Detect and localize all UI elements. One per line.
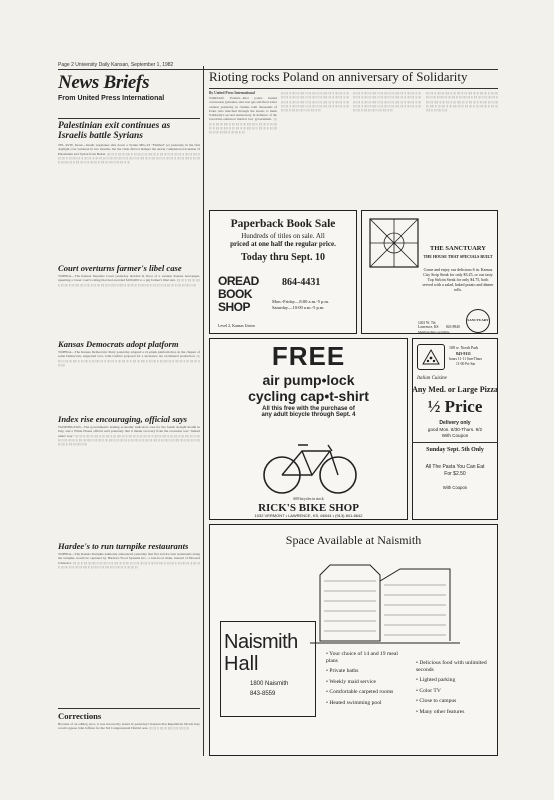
column-divider bbox=[203, 66, 204, 756]
sanctuary-name: THE SANCTUARY bbox=[430, 245, 486, 252]
naismith-logo-word-1: Naismith bbox=[224, 631, 298, 653]
feature-item: • Delicious food with unlimited seconds bbox=[416, 660, 487, 673]
story-body-index: WASHINGTON—The government's leading economic indicators rose for the fourth straight month in July, and a White House official said yesterday that it meant recovery from the recession was "indeed under way." ||||| |||| ||| ||||| |||| |||||| ||| |||| ||||| ||| |||| |||||| |||| ||| ||||| |||| ||| |||| ||||| |||| ||| ||||| |||| |||||| ||| |||| ||||| ||| |||| |||||| |||| ||| ||||| |||| ||| |||| ||||| |||| ||| ||||| |||| |||||| ||| |||| ||||| ||| |||| |||||| |||| ||| ||||| |||| ||| |||| ||||| |||| ||| ||||| |||| |||||| ||| |||| ||||| ||| |||| |||||| |||| ||| ||||| |||| ||| |||| ||||| |||| ||| ||||| |||| |||||| ||| |||| bbox=[58, 425, 200, 447]
naismith-title: Space Available at Naismith bbox=[285, 533, 422, 547]
pizza-deal-line-1: Any Med. or Large Pizza bbox=[412, 385, 498, 394]
story-body-democrats: TOPEKA—The Kansas Democratic Party yesterday adopted a 21-plank platform that, in the chapter of some Democrats, supported Gov. John Carlin's proposal for a severance tax on mineral production. ||||| |||| ||| ||||| |||| |||||| ||| |||| ||||| ||| |||| |||||| |||| ||| ||||| |||| ||| |||| ||||| |||| ||| ||||| |||| |||||| ||| |||| ||||| ||| |||| |||||| |||| ||| ||||| |||| ||| |||| ||||| |||| ||| ||||| |||| bbox=[58, 350, 200, 367]
pizza-sunday-special: Sunday Sept. 5th Only bbox=[426, 447, 484, 453]
story-headline-palestinian: Palestinian exit continues as Israelis battle Syrians bbox=[58, 121, 171, 141]
bike-stock-note: 600 bicycles in stock bbox=[293, 497, 324, 501]
pizza-pasta-line-1: All The Pasta You Can Eat bbox=[425, 464, 485, 470]
ad-ricks-bike-shop bbox=[209, 338, 408, 520]
logo-word-1: OREAD bbox=[218, 274, 259, 288]
feature-item: • Color TV bbox=[416, 687, 441, 694]
paperback-line-1: Hundreds of titles on sale. All bbox=[241, 232, 325, 240]
rioting-byline: By United Press International bbox=[209, 91, 255, 95]
pizza-hours-1: hours 11-11 Sun-Thurs bbox=[449, 357, 483, 361]
rioting-col-4: ||||| |||| ||| ||||| |||| |||||| ||| |||| ||||| ||| |||| |||||| |||| ||| ||||| |||| ||| |||| ||||| |||| ||| ||||| |||| |||||| ||| |||| ||||| ||| |||| |||||| |||| ||| ||||| |||| ||| |||| ||||| |||| ||| ||||| |||| |||||| ||| |||| ||||| ||| |||| |||||| |||| ||| ||||| |||| ||| |||| ||||| |||| ||| ||||| |||| |||||| ||| |||| ||||| ||| |||| |||||| |||| ||| ||||| |||| ||| |||| ||||| |||| ||| ||||| |||| |||||| ||| |||| ||||| ||| |||| bbox=[426, 91, 498, 113]
story-body-hardees: TOPEKA—The Kansas Turnpike Authority announced yesterday that five service area restaurants along the turnpike would be operated by Hardee's Food Systems Inc., a fast-food chain, instead of Howard Johnson's. ||||| |||| ||| ||||| |||| |||||| ||| |||| ||||| ||| |||| |||||| |||| ||| ||||| |||| ||| |||| ||||| |||| ||| ||||| |||| |||||| ||| |||| ||||| ||| |||| |||||| |||| ||| ||||| |||| ||| |||| ||||| |||| ||| ||||| |||| |||||| ||| |||| ||||| ||| |||| |||||| |||| ||| ||||| |||| ||| |||| ||||| |||| bbox=[58, 552, 200, 569]
rioting-rule bbox=[209, 88, 498, 89]
bike-condition-1: All this free with the purchase of bbox=[262, 406, 355, 412]
news-briefs-header bbox=[58, 72, 193, 118]
sanctuary-address: 1401 W. 7th bbox=[418, 321, 436, 325]
feature-item: • Close to campus bbox=[416, 698, 457, 704]
feature-item: • Comfortable carpeted rooms bbox=[326, 689, 394, 695]
feature-item: • Heated swimming pool bbox=[326, 699, 382, 706]
naismith-phone: 843-8559 bbox=[250, 691, 276, 697]
paperback-location: Level 2, Kansas Union bbox=[218, 323, 255, 328]
pizza-ad-divider bbox=[412, 442, 498, 443]
ad-sanctuary bbox=[361, 210, 498, 334]
story-body-corrections: Because of an editing error, it was incorrectly stated in yesterday's Kansan that Republican Morris Kay would oppose John Jeffries for the 3rd Congressional District seat. ||||| |||| ||| ||||| |||| |||||| ||| |||| ||||| ||| |||| bbox=[58, 722, 200, 731]
news-briefs-title: News Briefs bbox=[58, 72, 150, 93]
pizza-deal-line-2: ½ Price bbox=[427, 397, 483, 416]
pizza-coupon-note-2: With Coupon bbox=[442, 485, 468, 490]
naismith-address: 1800 Naismith bbox=[250, 681, 289, 687]
naismith-features-right bbox=[416, 660, 494, 719]
pizza-icon bbox=[421, 348, 441, 366]
story-headline-democrats: Kansas Democrats adopt platform bbox=[58, 339, 179, 349]
story-headline-libel: Court overturns farmer's libel case bbox=[58, 263, 182, 273]
sanctuary-body: Come and enjoy our delicious 6 in. Kansas City Strip Steak for only $3.25, or our tasty Top Sirloin Steak for only $4.75, both served with a salad, baked potato and dinner rolls. bbox=[422, 267, 494, 292]
briefs-rule bbox=[58, 118, 200, 119]
feature-item: • Many other features bbox=[416, 708, 465, 715]
sanctuary-logo-text: SANCTUARY bbox=[467, 318, 489, 322]
bike-shop-address: 1032 VERMONT • LAWRENCE, KS. 66044 • (913) 841-6642 bbox=[254, 513, 363, 518]
bike-offer-line-1: air pump•lock bbox=[262, 372, 355, 388]
feature-item: • Your choice of 14 and 19 meal plans bbox=[326, 651, 398, 664]
rioting-headline: Rioting rocks Poland on anniversary of Solidarity bbox=[209, 69, 468, 84]
sanctuary-membership-note: Memberships available bbox=[418, 329, 450, 334]
paperback-hours-weekday: Mon.-Friday—8:00 a.m.-5 p.m. bbox=[272, 299, 330, 304]
pizza-hours-2: 11-00 Fri-Sat bbox=[456, 362, 476, 366]
naismith-features-left bbox=[326, 651, 410, 710]
news-briefs-subtitle: From United Press International bbox=[58, 95, 165, 102]
rioting-col-2: ||||| |||| ||| ||||| |||| |||||| ||| |||| ||||| ||| |||| |||||| |||| ||| ||||| |||| ||| |||| ||||| |||| ||| ||||| |||| |||||| ||| |||| ||||| ||| |||| |||||| |||| ||| ||||| |||| ||| |||| ||||| |||| ||| ||||| |||| |||||| ||| |||| ||||| ||| |||| |||||| |||| ||| ||||| |||| ||| |||| ||||| |||| ||| ||||| |||| |||||| ||| |||| ||||| ||| |||| |||||| |||| ||| ||||| |||| ||| |||| ||||| |||| ||| ||||| |||| |||||| ||| |||| ||||| ||| |||| bbox=[281, 91, 349, 113]
paperback-line-2: priced at one half the regular price. bbox=[230, 240, 336, 248]
bike-shop-name: RICK'S BIKE SHOP bbox=[258, 502, 359, 514]
story-body-palestinian: TEL AVIV, Israel—Israeli warplanes shot down a Syrian MiG-23 "Fishbed" jet yesterday in the first dogfight over Lebanon in two months, but the clash did not hamper the nearly completed evacuation of Palestinian and Syrian from Beirut. ||||| |||| ||| ||||| |||| |||||| ||| |||| ||||| ||| |||| |||||| |||| ||| ||||| |||| ||| |||| ||||| |||| ||| ||||| |||| |||||| ||| |||| ||||| ||| |||| |||||| |||| ||| ||||| |||| ||| |||| ||||| |||| ||| ||||| |||| |||||| ||| |||| ||||| ||| |||| |||||| |||| ||| ||||| |||| ||| |||| ||||| |||| ||| ||||| |||| |||||| ||| |||| ||||| ||| |||| |||||| |||| ||| ||||| |||| ||| |||| ||||| |||| ||| ||||| |||| |||||| ||| |||| ||||| ||| |||| bbox=[58, 143, 200, 165]
bike-offer-line-2: cycling cap•t-shirt bbox=[248, 388, 369, 404]
feature-item: • Private baths bbox=[326, 668, 359, 674]
story-body-libel: TOPEKA—The Kansas Supreme Court yesterday decided in favor of a western Kansas newspaper, upsetting a lower court's ruling that had awarded $100,000 to a pig farmer's libel suit. ||||| |||| ||| ||||| |||| |||||| ||| |||| ||||| ||| |||| |||||| |||| ||| ||||| |||| ||| |||| ||||| |||| ||| ||||| |||| |||||| ||| |||| ||||| ||| |||| |||||| |||| ||| ||||| |||| ||| |||| ||||| |||| ||| ||||| |||| |||||| ||| |||| bbox=[58, 274, 200, 287]
bicycle-icon bbox=[260, 437, 360, 497]
story-headline-corrections: Corrections bbox=[58, 711, 102, 721]
corrections-rule bbox=[58, 708, 200, 709]
naismith-building-illustration bbox=[310, 551, 460, 647]
paperback-phone: 864-4431 bbox=[282, 277, 321, 288]
rioting-col-1: WARSAW, Poland—Riot police hurled concussion grenades, shot tear gas and fired water cannon yesterday in clashes with thousands of Poles who marched through the streets to mark Solidarity's second anniversary in defiance of the loved-but-outlawed martial law government. ||||| |||| ||| ||||| |||| |||||| ||| |||| ||||| ||| |||| |||||| |||| ||| ||||| |||| ||| |||| ||||| |||| ||| ||||| |||| |||||| ||| |||| ||||| ||| |||| |||||| |||| ||| ||||| |||| ||| |||| ||||| |||| ||| ||||| |||| |||||| ||| |||| ||||| ||| |||| bbox=[209, 96, 277, 135]
feature-item: • Lighted parking bbox=[416, 677, 456, 683]
logo-word-2: BOOK bbox=[218, 287, 252, 301]
pizza-delivery-only: Delivery only bbox=[439, 420, 471, 426]
page-folio: Page 2 University Daily Kansan, September 1, 1982 bbox=[58, 62, 498, 70]
pizza-cuisine: Italian Cuisine bbox=[417, 376, 447, 381]
sanctuary-phone: 843-8940 bbox=[446, 325, 460, 329]
story-headline-index: Index rise encouraging, official says bbox=[58, 414, 187, 424]
sanctuary-tagline: THE HOUSE THAT SPECIALS BUILT bbox=[423, 254, 493, 259]
paperback-title: Paperback Book Sale bbox=[230, 218, 336, 230]
oread-book-shop-logo bbox=[218, 275, 266, 319]
pizza-phone: 843-9111 bbox=[456, 351, 471, 356]
feature-item: • Weekly maid service bbox=[326, 678, 377, 685]
bike-condition-2: any adult bicycle through Sept. 4 bbox=[261, 412, 356, 418]
logo-word-3: SHOP bbox=[218, 300, 251, 314]
paperback-dates: Today thru Sept. 10 bbox=[240, 252, 326, 263]
pizza-coupon-note: With Coupon bbox=[441, 433, 469, 438]
pizza-delivery-dates: good Mon. 8/30-Thurs. 9/2 bbox=[427, 427, 483, 432]
sanctuary-city: Lawrence, KS bbox=[418, 325, 439, 329]
ad-paperback-book-sale bbox=[209, 210, 357, 334]
pizza-address: 108 w. North Park bbox=[449, 345, 479, 350]
paperback-hours-saturday: Saturday—10:00 a.m.-5 p.m. bbox=[272, 305, 325, 310]
story-headline-hardees: Hardee's to run turnpike restaurants bbox=[58, 541, 189, 551]
ad-naismith-hall bbox=[209, 524, 498, 756]
pizza-pasta-line-2: For $2.50 bbox=[444, 471, 466, 477]
naismith-logo-word-2: Hall bbox=[224, 653, 259, 675]
stained-glass-icon bbox=[366, 215, 422, 271]
rioting-col-3: ||||| |||| ||| ||||| |||| |||||| ||| |||| ||||| ||| |||| |||||| |||| ||| ||||| |||| ||| |||| ||||| |||| ||| ||||| |||| |||||| ||| |||| ||||| ||| |||| |||||| |||| ||| ||||| |||| ||| |||| ||||| |||| ||| ||||| |||| |||||| ||| |||| ||||| ||| |||| |||||| |||| ||| ||||| |||| ||| |||| ||||| |||| ||| ||||| |||| |||||| ||| |||| ||||| ||| |||| |||||| |||| ||| ||||| |||| ||| |||| ||||| |||| ||| ||||| |||| |||||| ||| |||| ||||| ||| |||| bbox=[353, 91, 421, 113]
bike-free-heading: FREE bbox=[271, 341, 346, 371]
